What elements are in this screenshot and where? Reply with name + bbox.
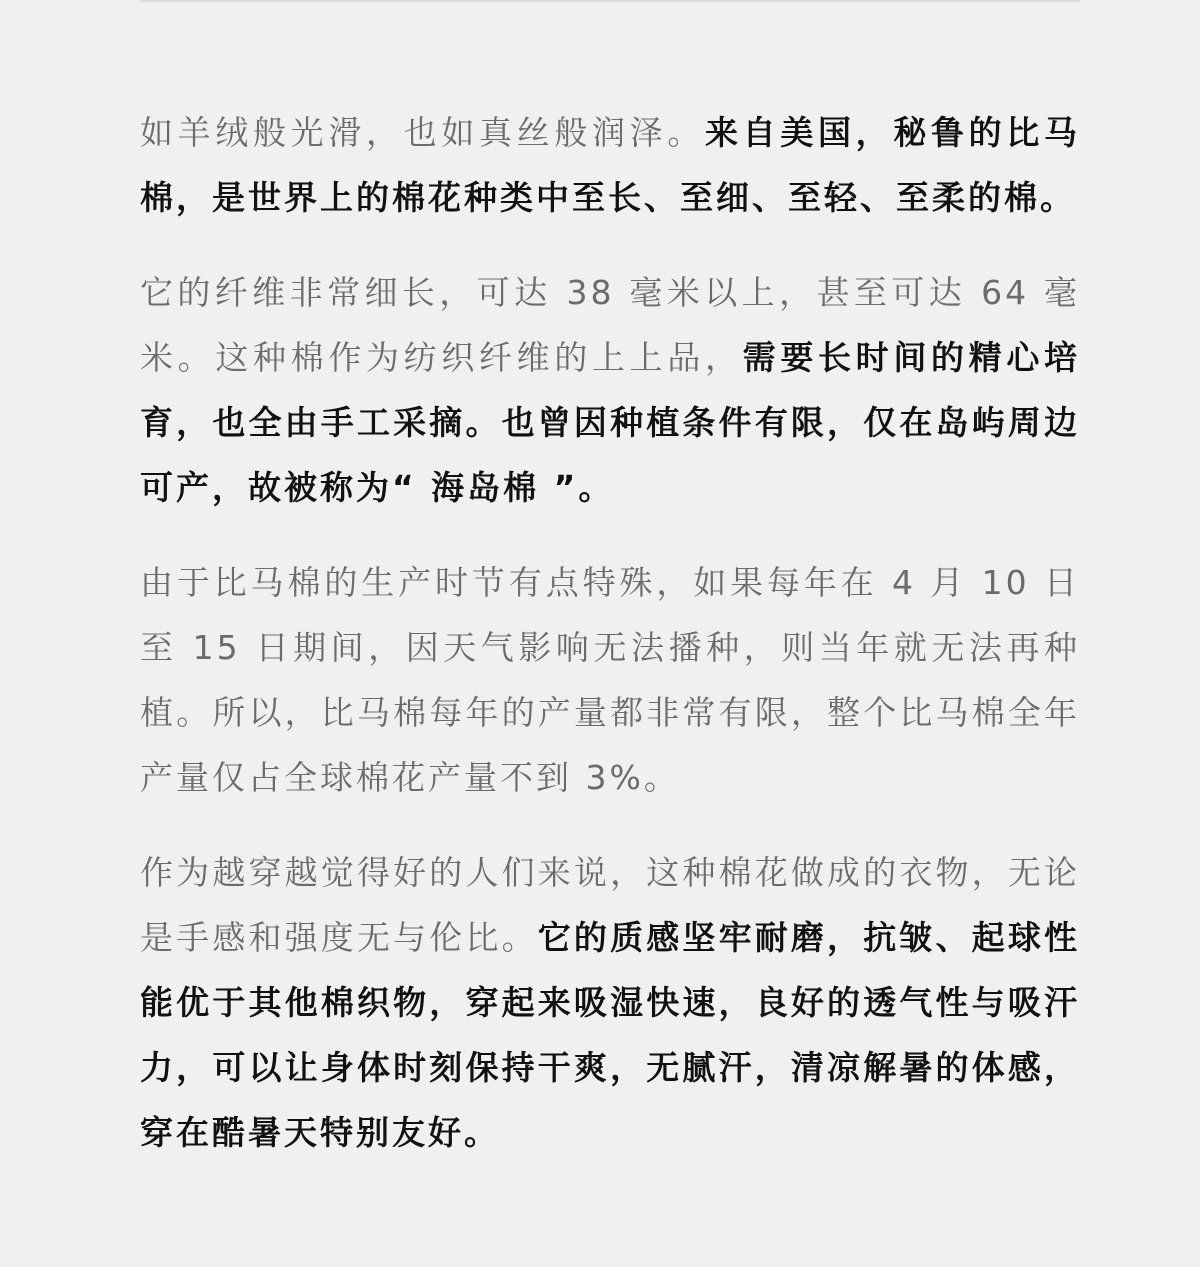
paragraph-segment: 如羊绒般光滑，也如真丝般润泽。 — [140, 113, 705, 152]
paragraph-segment: 作为越穿越觉得好的人们来说，这种棉花做成的衣物，无论是手感和强度无与伦比。 — [140, 853, 1080, 957]
paragraph-production — [140, 550, 1080, 810]
paragraph-wear — [140, 840, 1080, 1165]
paragraph-segment-bold: 需要长时间的精心培育，也全由手工采摘。也曾因种植条件有限，仅在岛屿周边可产，故被称为“ 海岛棉 ”。 — [140, 338, 1081, 507]
paragraph-fiber — [140, 260, 1080, 520]
paragraph-segment: 由于比马棉的生产时节有点特殊，如果每年在 4 月 10 日至 15 日期间，因天气影响无法播种，则当年就无法再种植。所以，比马棉每年的产量都非常有限，整个比马棉全年产量仅占全球棉花产量不到 3%。 — [140, 563, 1080, 797]
paragraph-intro — [140, 100, 1080, 230]
top-divider — [140, 0, 1080, 2]
paragraph-segment-bold: 它的质感坚牢耐磨，抗皱、起球性能优于其他棉织物，穿起来吸湿快速，良好的透气性与吸汗力，可以让身体时刻保持干爽，无腻汗，清凉解暑的体感，穿在酷暑天特别友好。 — [140, 918, 1081, 1152]
paragraph-segment-bold: 来自美国，秘鲁的比马棉，是世界上的棉花种类中至长、至细、至轻、至柔的棉。 — [140, 113, 1081, 217]
article-body — [140, 100, 1080, 1195]
paragraph-segment: 它的纤维非常细长，可达 38 毫米以上，甚至可达 64 毫米。这种棉作为纺织纤维的上上品， — [140, 273, 1080, 377]
